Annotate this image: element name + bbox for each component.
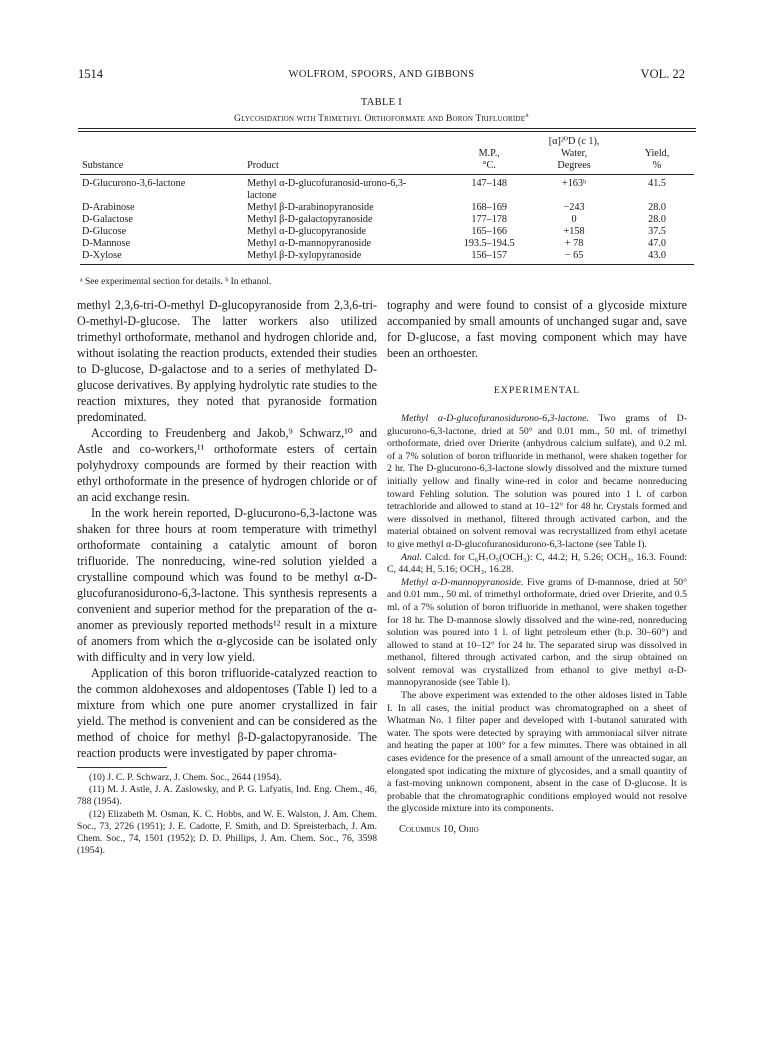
- experiment-title: Methyl α-D-mannopyranoside.: [401, 576, 524, 588]
- experimental-paragraph: Methyl α-D-glucofuranosidurono-6,3-lactone. Two grams of D-glucurono-6,3-lactone, dried at 50° and 0.01 mm., 50 ml. of trimethyl orthoformate, dried over Drierite (anhydrous calcium sulfate), and 0.2 ml. of a 7% solution of boron trifluoride in methanol, were shaken together for 2 hr. The D-glucurono-6,3-lactone slowly dissolved and the mixture turned initially yellow and finally wine-red in color and became nonreducing toward Fehling solution. The solution was poured into 1 l. of carbon tetrachloride and allowed to stand at 10–12° for 48 hr. Crystals formed and were dissolved in methanol, filtered through activated carbon, and the material obtained on solvent removal was recrystallized from ethyl acetate to give methyl α-D-glucofuranosidurono-6,3-lactone (see Table I).: [387, 413, 687, 550]
- cell-substance: D-Galactose: [82, 214, 133, 225]
- body-paragraph: Application of this boron trifluoride-catalyzed reaction to the common aldohexoses and aldopentoses (Table I) led to a mixture from which one pure anomer crystallized in fair yield. The method is convenient and can be considered as the method of choice for methyl β-D-galactopyranoside. The reaction products were investigated by paper chroma-: [77, 666, 377, 760]
- experimental-paragraph: The above experiment was extended to the other aldoses listed in Table I. In all cases, the initial product was chromatographed on a sheet of Whatman No. 1 filter paper and developed with 1-butanol saturated with water. The spots were detected by spraying with ammoniacal silver nitrate and heating the paper at 100° for a few minutes. There was obtained in all cases evidence for the presence of a small amount of the unreacted sugar, an elongated spot indicating the mixture of glycosides, and a small quantity of a fast-moving unknown component, absent in the case of D-glucose. It is probable that the chromatographic conditions employed would not resolve the glycoside mixture into its components.: [387, 690, 687, 815]
- page-number: 1514: [78, 67, 103, 81]
- cell-rotation: +158: [563, 226, 585, 237]
- table-footnote: ᵃ See experimental section for details. ᵇ In ethanol.: [80, 277, 272, 287]
- reference-item: (10) J. C. P. Schwarz, J. Chem. Soc., 2644 (1954).: [89, 772, 282, 783]
- table-header-row: [80, 136, 694, 172]
- table-row: [80, 250, 694, 262]
- table-row: [80, 214, 694, 226]
- experiment-title: Methyl α-D-glucofuranosidurono-6,3-lactone.: [401, 413, 589, 424]
- table-caption: Glycosidation with Trimethyl Orthoformate and Boron Trifluoride$^a$: [234, 111, 529, 125]
- cell-mp: 177–178: [471, 214, 508, 225]
- cell-substance: D-Xylose: [82, 250, 122, 261]
- table-row: [80, 238, 694, 250]
- cell-yield: 41.5: [648, 178, 666, 189]
- experimental-paragraph: Anal. Calcd. for C₆H₇O₅(OCH₃): C, 44.2; H, 5.26; OCH₃, 16.3. Found: C, 44.44; H, 5.16; OCH₃, 16.28.: [387, 551, 688, 576]
- cell-substance: D-Glucurono-3,6-lactone: [82, 178, 186, 189]
- cell-product: Methyl β-D-arabinopyranoside: [247, 202, 374, 213]
- cell-rotation: − 65: [564, 250, 584, 261]
- cell-product: Methyl α-D-mannopyranoside: [247, 238, 372, 249]
- left-column: [77, 297, 377, 857]
- running-head-authors: WOLFROM, SPOORS, AND GIBBONS: [288, 69, 475, 80]
- glycosidation-table: [80, 136, 694, 265]
- cell-yield: 28.0: [648, 202, 666, 213]
- cell-yield: 47.0: [648, 238, 666, 249]
- cell-mp: 168–169: [471, 202, 508, 213]
- body-paragraph: methyl 2,3,6-tri-O-methyl D-glucopyranoside from 2,3,6-tri-O-methyl-D-glucose. The latter workers also utilized trimethyl orthoformate, methanol and hydrogen chloride and, without isolating the reaction products, extended their studies to D-glucose, D-galactose and to a series of methylated D-glucose derivatives. By applying hydrolytic rate studies to the reaction mixtures, they noted that pyranoside formation predominated.: [77, 298, 377, 424]
- cell-yield: 37.5: [648, 226, 666, 237]
- cell-rotation: −243: [563, 202, 585, 213]
- experimental-section: [387, 413, 687, 837]
- col-header-mp: M.P., °C.: [478, 148, 500, 171]
- cell-substance: D-Arabinose: [82, 202, 135, 213]
- col-header-yield: Yield, %: [644, 148, 670, 171]
- cell-mp: 156–157: [471, 250, 508, 261]
- cell-yield: 43.0: [648, 250, 666, 261]
- analysis-label: Anal.: [401, 551, 422, 563]
- body-paragraph: In the work herein reported, D-glucurono-6,3-lactone was shaken for three hours at room temperature with trimethyl orthoformate containing a catalytic amount of boron trifluoride. The nonreducing, wine-red solution yielded a crystalline compound which was found to be methyl α-D-glucofuranosiduronо-6,3-lactone. This synthesis represents a convenient and superior method for the preparation of the α-anomer as previously reported methods¹² result in a mixture of anomers from which the α-glycoside can be isolated only with difficulty and in very low yield.: [77, 506, 377, 664]
- reference-item: (12) Elizabeth M. Osman, K. C. Hobbs, and W. E. Walston, J. Am. Chem. Soc., 73, 2726 (1951); J. E. Cadotte, F. Smith, and D. Spreisterbach, J. Am. Chem. Soc., 74, 1501 (1952); D. D. Phillips, J. Am. Chem. Soc., 76, 3598 (1954).: [77, 808, 377, 857]
- col-header-product: Product: [247, 160, 279, 171]
- cell-product: Methyl α-D-glucofuranosid-urono-6,3-lactone: [247, 178, 407, 201]
- author-location: Columbus 10, Ohio: [399, 824, 479, 835]
- right-column: [387, 297, 687, 837]
- section-heading-experimental: EXPERIMENTAL: [493, 385, 581, 396]
- cell-yield: 28.0: [648, 214, 666, 225]
- col-header-rotation: [α]²⁰D (c 1), Water, Degrees: [548, 136, 600, 171]
- col-header-substance: Substance: [82, 160, 124, 171]
- cell-mp: 165–166: [471, 226, 508, 237]
- table-row: [80, 178, 694, 202]
- cell-mp: 193.5–194.5: [463, 238, 515, 249]
- cell-rotation: 0: [571, 214, 577, 225]
- footnote-rule: [77, 767, 167, 768]
- experimental-paragraph: Methyl α-D-mannopyranoside. Five grams of D-mannose, dried at 50° and 0.01 mm., 50 ml. of trimethyl orthoformate, dried over Drierite, and 0.5 ml. of a 7% solution of boron trifluoride in methanol, were shaken together for 18 hr. The D-mannose slowly dissolved and the wine-red, nonreducing solution was poured into 1 l. of light petroleum ether (b.p. 30–60°) and allowed to stand at 10–12° for 24 hr. The separated sirup was dissolved in methanol, filtered through activated carbon, and the sirup obtained on solvent removal was crystallized from ethanol to give methyl α-D-mannopyranoside (see Table I).: [387, 576, 687, 689]
- cell-mp: 147–148: [471, 178, 508, 189]
- body-paragraph: According to Freudenberg and Jakob,⁹ Schwarz,¹⁰ and Astle and co-workers,¹¹ orthoformate esters of certain polyhydroxy compounds are formed by their reaction with ethyl orthoformate in the presence of hydrogen chloride or of an acid exchange resin.: [77, 426, 377, 504]
- table-row: [80, 226, 694, 238]
- cell-product: Methyl β-D-xylopyranoside: [247, 250, 362, 261]
- volume-label: VOL. 22: [640, 67, 685, 81]
- reference-list: [77, 772, 377, 857]
- table-row: [80, 202, 694, 214]
- table-top-rule: [78, 128, 696, 129]
- cell-product: Methyl β-D-galactopyranoside: [247, 214, 373, 225]
- cell-substance: D-Mannose: [82, 238, 131, 249]
- reference-item: (11) M. J. Astle, J. A. Zaslowsky, and P. G. Lafyatis, Ind. Eng. Chem., 46, 788 (1954).: [77, 784, 377, 808]
- body-paragraph: tography and were found to consist of a glycoside mixture accompanied by small amounts of unchanged sugar and, save for D-glucose, a fast moving component which may have been an orthoester.: [387, 298, 687, 360]
- table-title: TABLE I: [360, 97, 403, 108]
- cell-rotation: +163ᵇ: [561, 178, 587, 189]
- cell-rotation: + 78: [564, 238, 584, 249]
- cell-substance: D-Glucose: [82, 226, 127, 237]
- cell-product: Methyl α-D-glucopyranoside: [247, 226, 366, 237]
- table-top-rule-2: [78, 131, 696, 132]
